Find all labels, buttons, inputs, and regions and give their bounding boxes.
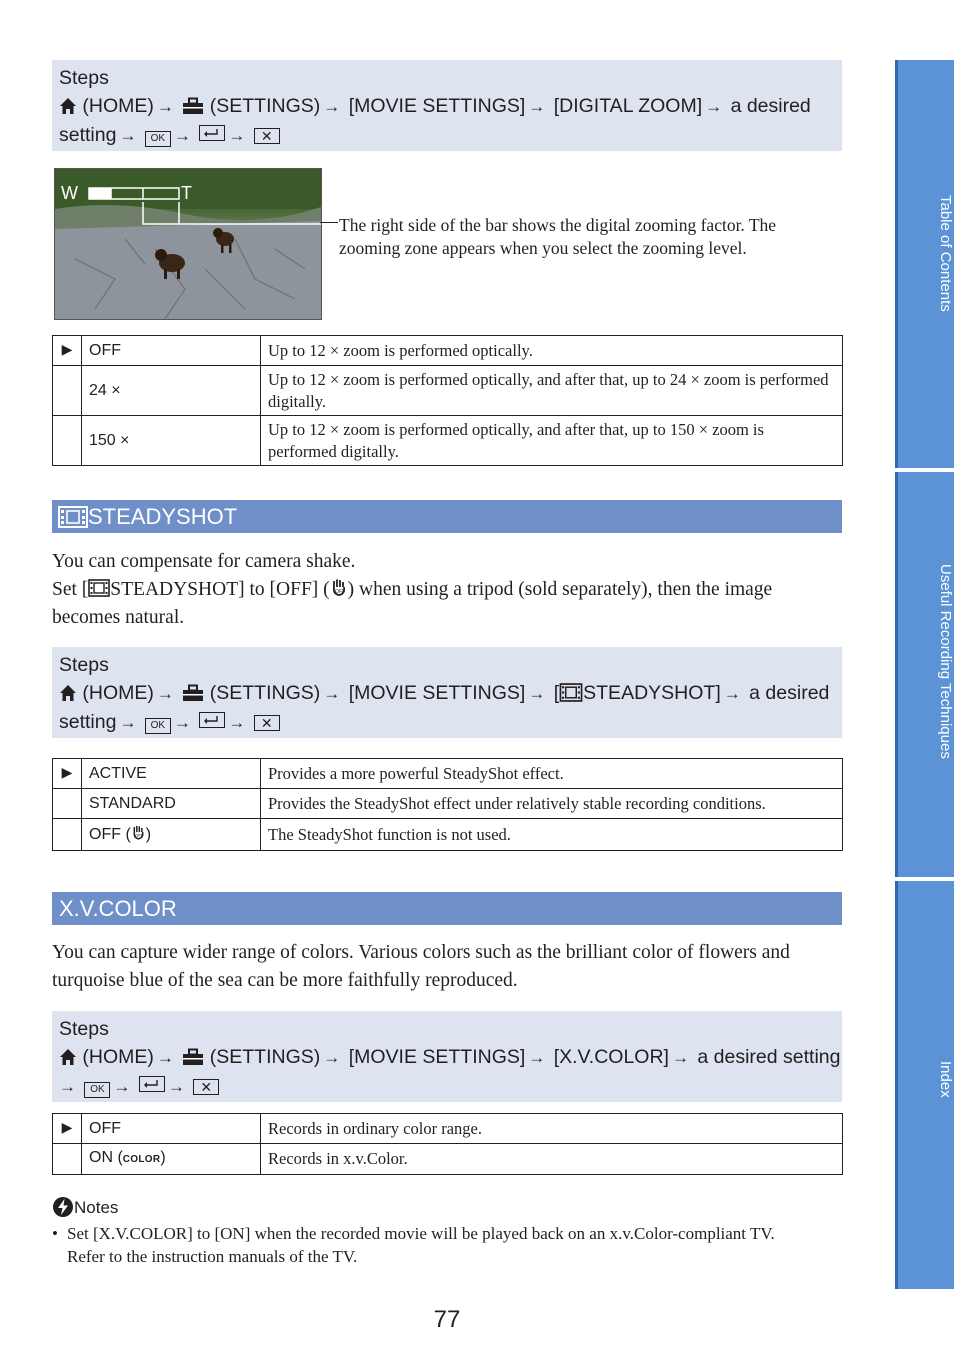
default-marker: ▶ <box>53 759 82 789</box>
steps-title: Steps <box>59 1018 109 1040</box>
steadyshot-table <box>52 758 843 851</box>
intro-text: Set [ <box>52 579 89 600</box>
default-marker <box>53 1144 82 1175</box>
settings-label: (SETTINGS) <box>209 95 321 117</box>
notes-title: Notes <box>74 1198 119 1217</box>
xvcolor-item-label: [X.V.COLOR] <box>553 1046 669 1068</box>
tab-label: Useful Recording Techniques <box>937 564 954 759</box>
table-row <box>53 1114 843 1144</box>
tab-table-of-contents[interactable] <box>895 60 954 468</box>
settings-toolbox-icon <box>182 97 204 115</box>
tab-label: Table of Contents <box>937 195 954 312</box>
movie-settings-label: [MOVIE SETTINGS] <box>348 1046 526 1068</box>
option-name: STANDARD <box>82 789 261 819</box>
table-row <box>53 789 843 819</box>
settings-label: (SETTINGS) <box>209 1046 321 1068</box>
table-row <box>53 366 843 416</box>
steps-title: Steps <box>59 654 109 676</box>
home-icon <box>59 97 77 115</box>
svg-text:OFF: OFF <box>334 589 345 595</box>
steps-box-steadyshot: Steps (HOME) → (SETTINGS) → [MOVIE SETTINGS] → [ STEADYSHOT] → a desired setting → OK → → ✕ <box>52 647 842 738</box>
desired-setting-label: a desired setting <box>697 1046 841 1068</box>
zoom-wide-label: W <box>61 183 78 203</box>
intro-text: ) when using a tripod (sold separately), then the image <box>347 579 773 600</box>
zoom-tele-label: T <box>181 183 192 203</box>
settings-label: (SETTINGS) <box>209 682 321 704</box>
movie-film-icon <box>58 506 88 528</box>
tab-useful-recording-techniques[interactable] <box>895 472 954 877</box>
intro-text: STEADYSHOT] to [OFF] ( <box>110 579 330 600</box>
xvcolor-badge-icon: COLOR <box>122 1154 161 1165</box>
option-name-text: ON ( <box>89 1149 123 1166</box>
zoom-photo <box>54 168 322 320</box>
photo-caption: The right side of the bar shows the digital zooming factor. The zooming zone appears when you select the zooming level. <box>339 215 777 258</box>
option-name-text: OFF ( <box>89 825 131 843</box>
xvcolor-table <box>52 1113 843 1175</box>
option-desc: Up to 12 × zoom is performed optically, and after that, up to 150 × zoom is performed digitally. <box>261 416 843 466</box>
default-marker <box>53 789 82 819</box>
steadyshot-item-label: STEADYSHOT] <box>583 682 721 704</box>
option-desc: Records in ordinary color range. <box>261 1114 843 1144</box>
option-name: OFF <box>82 1114 261 1144</box>
ok-button-icon: OK <box>145 131 171 147</box>
section-heading-xvcolor <box>52 892 842 925</box>
table-row <box>53 416 843 466</box>
return-icon <box>199 712 225 728</box>
table-row <box>53 819 843 851</box>
section-title: STEADYSHOT <box>88 504 238 529</box>
svg-text:OFF: OFF <box>134 832 144 838</box>
steps-box-digital-zoom: Steps (HOME) → (SETTINGS) → [MOVIE SETTINGS] → [DIGITAL ZOOM] → a desired setting → OK → → ✕ <box>52 60 842 151</box>
steps-title: Steps <box>59 67 109 89</box>
close-icon: ✕ <box>254 715 280 731</box>
xvcolor-intro: You can capture wider range of colors. Various colors such as the brilliant color of flowers and turquoise blue of the sea can be more faithfully reproduced. <box>52 942 790 991</box>
tab-label: Index <box>937 1061 954 1098</box>
digital-zoom-label: [DIGITAL ZOOM] <box>553 95 703 117</box>
default-marker <box>53 416 82 466</box>
home-label: (HOME) <box>82 1046 154 1068</box>
settings-toolbox-icon <box>182 684 204 702</box>
ok-button-icon: OK <box>145 718 171 734</box>
option-desc: Up to 12 × zoom is performed optically. <box>261 336 843 366</box>
option-name: ACTIVE <box>82 759 261 789</box>
table-row <box>53 1144 843 1175</box>
close-icon: ✕ <box>254 128 280 144</box>
option-desc: Provides the SteadyShot effect under relatively stable recording conditions. <box>261 789 843 819</box>
default-marker: ▶ <box>53 1114 82 1144</box>
desired-label: a desired <box>730 95 811 117</box>
steadyshot-intro <box>52 548 852 632</box>
home-icon <box>59 684 77 702</box>
home-label: (HOME) <box>82 682 154 704</box>
close-icon: ✕ <box>193 1079 219 1095</box>
option-name <box>82 1144 261 1175</box>
default-marker <box>53 819 82 851</box>
movie-film-icon <box>559 683 583 702</box>
option-name: 24 × <box>82 366 261 416</box>
home-label: (HOME) <box>82 95 154 117</box>
note-line: Refer to the instruction manuals of the TV. <box>67 1247 358 1266</box>
option-name-text: ) <box>160 1149 166 1166</box>
movie-settings-label: [MOVIE SETTINGS] <box>348 95 526 117</box>
ok-button-icon: OK <box>84 1082 110 1098</box>
default-marker: ▶ <box>53 336 82 366</box>
intro-line: You can compensate for camera shake. <box>52 551 356 572</box>
section-heading-steadyshot <box>52 500 842 533</box>
notes-list <box>52 1222 775 1268</box>
desired-label: a desired <box>749 682 830 704</box>
option-name-text: ) <box>145 825 152 843</box>
return-icon <box>139 1076 165 1092</box>
steps-box-xvcolor: Steps (HOME) → (SETTINGS) → [MOVIE SETTINGS] → [X.V.COLOR] → a desired setting → OK → → ✕ <box>52 1011 842 1102</box>
callout-line <box>320 222 338 223</box>
return-icon <box>199 125 225 141</box>
option-name <box>82 819 261 851</box>
setting-label: setting <box>59 711 117 733</box>
steadyshot-off-hand-icon <box>330 578 348 598</box>
steadyshot-item-label: [ <box>553 682 560 704</box>
digital-zoom-table <box>52 335 843 466</box>
table-row <box>53 759 843 789</box>
intro-line: becomes natural. <box>52 607 185 628</box>
section-title: X.V.COLOR <box>59 896 177 921</box>
note-line: Set [X.V.COLOR] to [ON] when the recorded movie will be played back on an x.v.Color-compliant TV. <box>67 1224 775 1243</box>
option-desc: Records in x.v.Color. <box>261 1144 843 1175</box>
option-name: OFF <box>82 336 261 366</box>
option-desc: Up to 12 × zoom is performed optically, and after that, up to 24 × zoom is performed digitally. <box>261 366 843 416</box>
default-marker <box>53 366 82 416</box>
steadyshot-off-hand-icon <box>131 824 146 842</box>
movie-film-icon <box>88 579 110 597</box>
settings-toolbox-icon <box>182 1048 204 1066</box>
bullet: • <box>52 1224 58 1243</box>
setting-label: setting <box>59 124 117 146</box>
tab-index[interactable] <box>895 881 954 1289</box>
notes-heading <box>52 1196 118 1220</box>
movie-settings-label: [MOVIE SETTINGS] <box>348 682 526 704</box>
notes-warning-icon <box>52 1196 74 1218</box>
option-name: 150 × <box>82 416 261 466</box>
option-desc: Provides a more powerful SteadyShot effect. <box>261 759 843 789</box>
home-icon <box>59 1048 77 1066</box>
option-desc: The SteadyShot function is not used. <box>261 819 843 851</box>
page-number: 77 <box>433 1306 461 1333</box>
table-row <box>53 336 843 366</box>
